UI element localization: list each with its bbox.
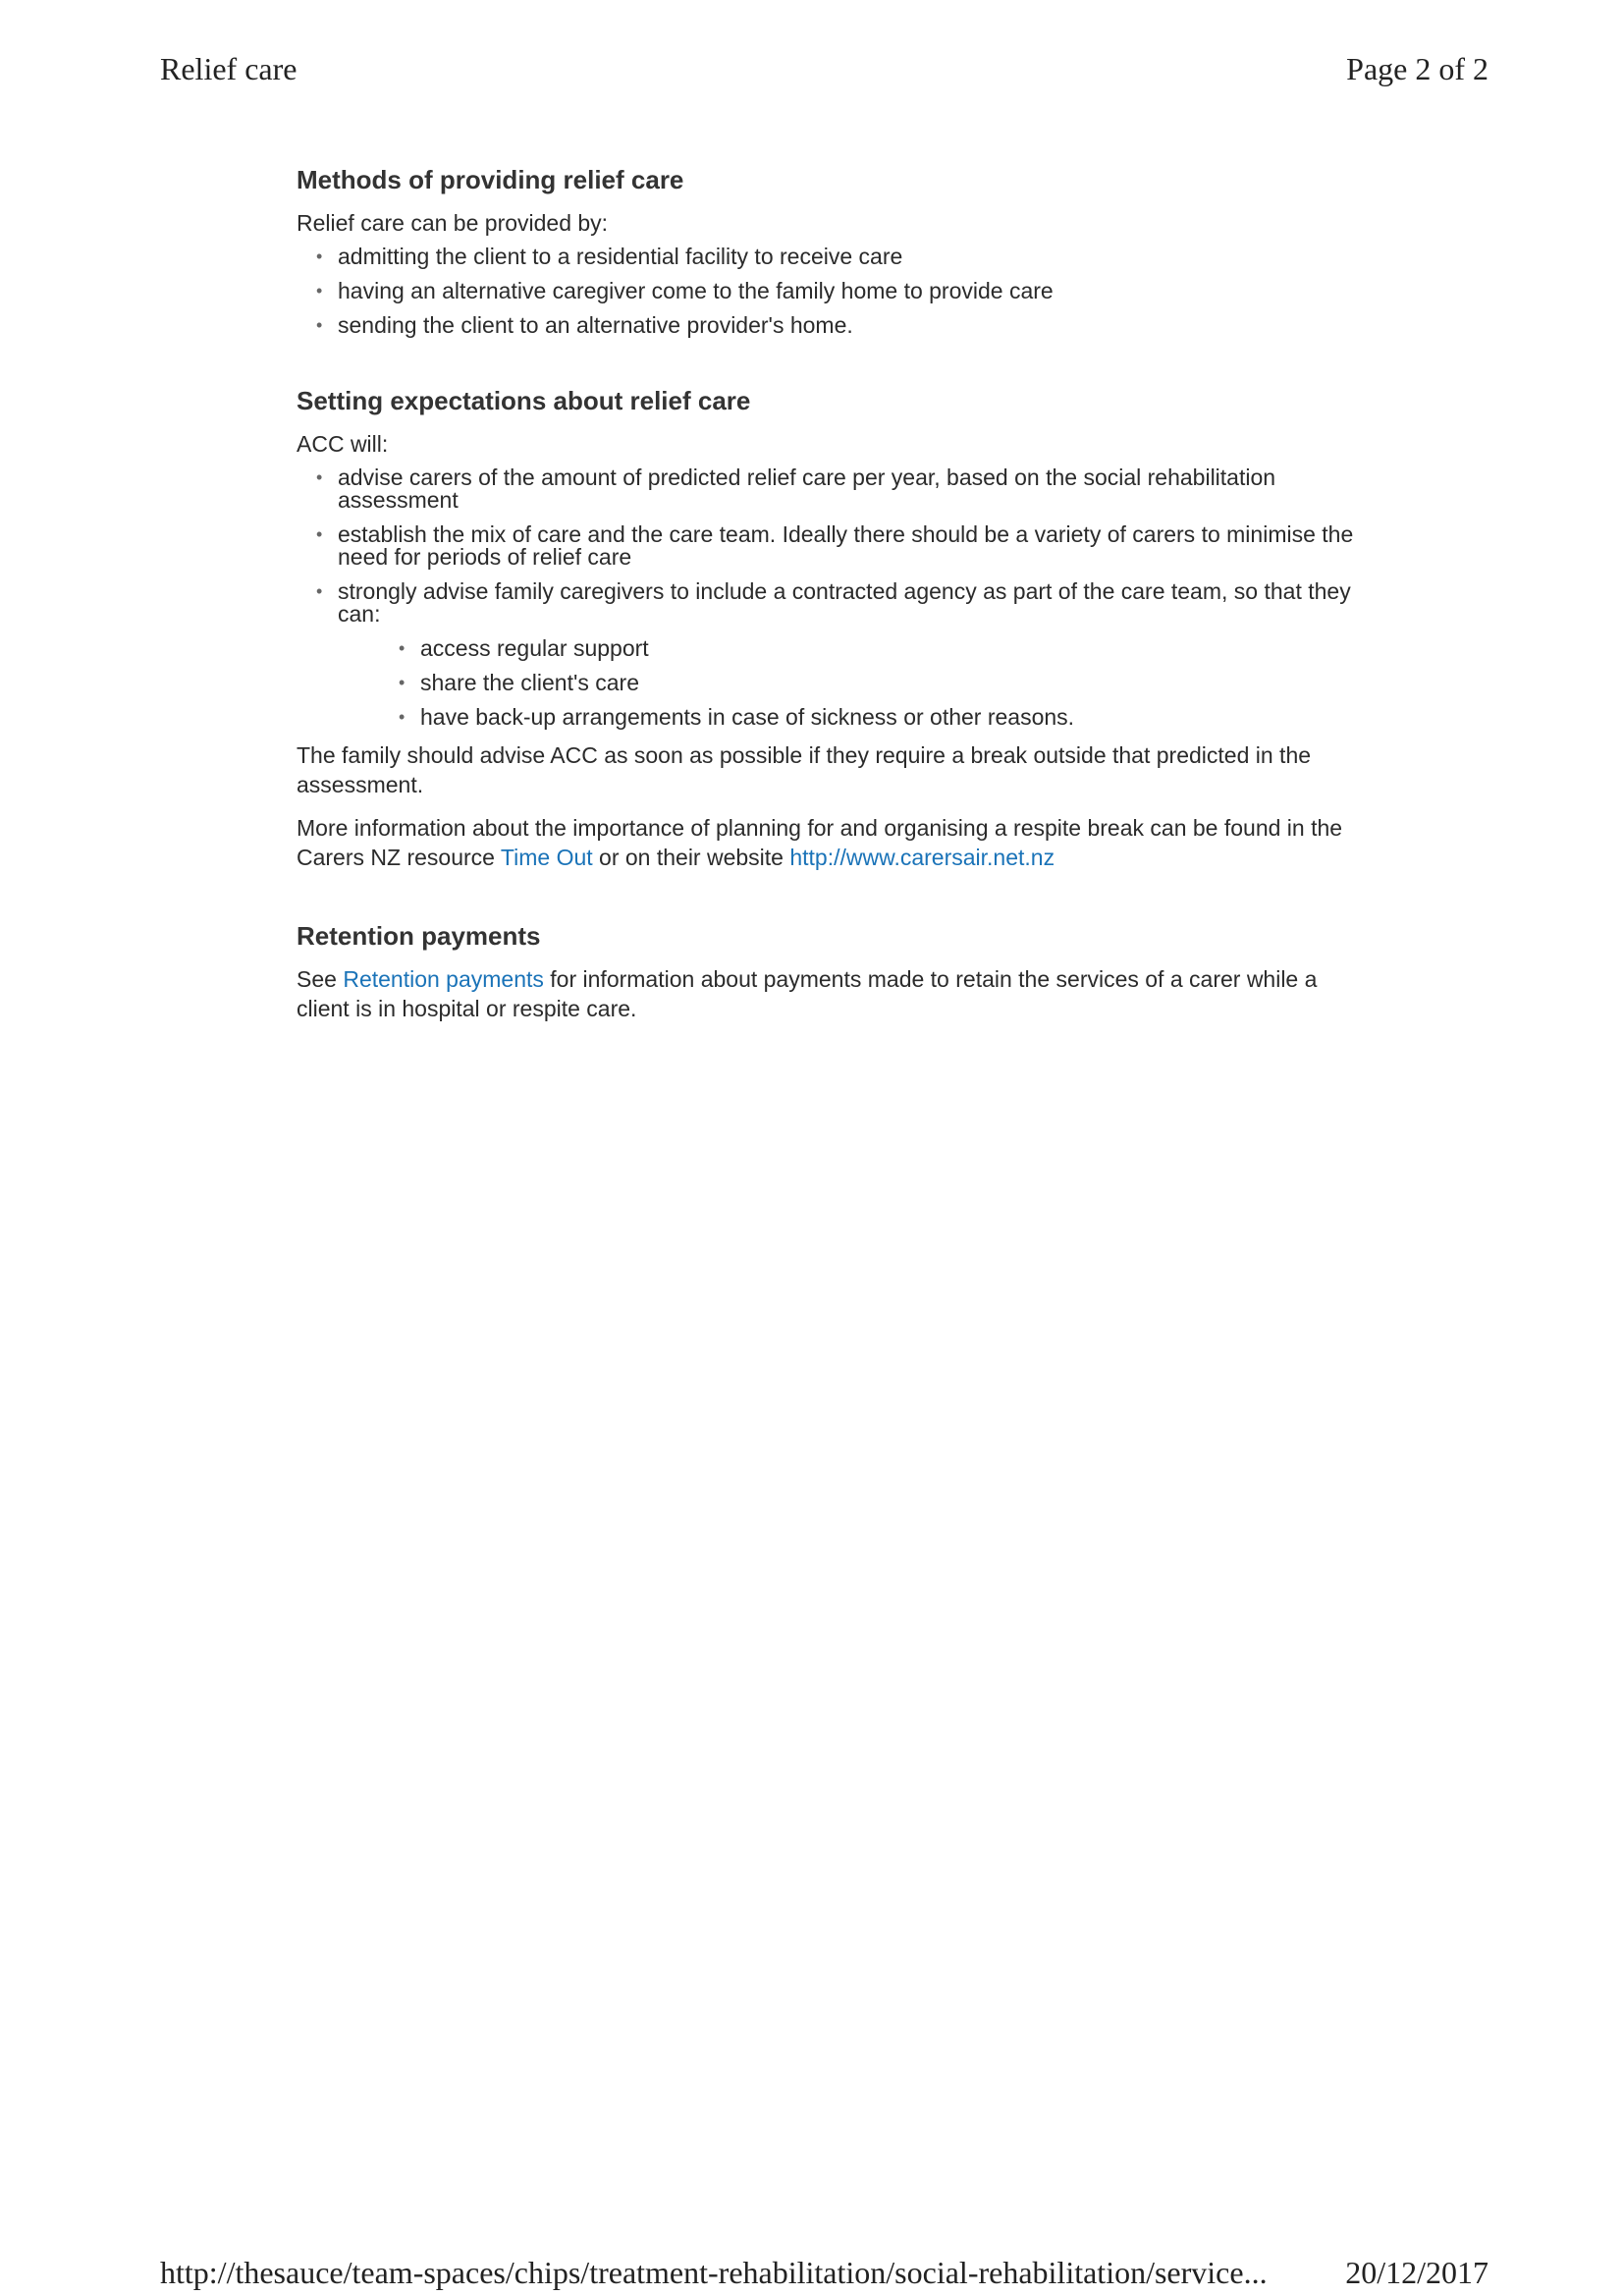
carers-website-link[interactable]: http://www.carersair.net.nz [789, 845, 1055, 870]
list-item: • having an alternative caregiver come to the family home to provide care [297, 280, 1357, 302]
list-item: • sending the client to an alternative provider's home. [297, 314, 1357, 337]
section-methods [297, 163, 1357, 337]
list-item: • advise carers of the amount of predicted relief care per year, based on the social rehabilitation assessment [297, 466, 1357, 512]
sub-bullet-list [338, 637, 1357, 729]
document-body [297, 163, 1357, 1070]
list-item: • admitting the client to a residential facility to receive care [297, 246, 1357, 268]
section-intro: ACC will: [297, 431, 389, 457]
paragraph-more-info [297, 813, 1357, 872]
section-heading: Setting expectations about relief care [297, 386, 751, 415]
list-item-text: strongly advise family caregivers to include a contracted agency as part of the care team, so that they can: [338, 578, 1351, 627]
paragraph-text: or on their website [592, 845, 790, 870]
section-heading: Retention payments [297, 921, 541, 951]
section-intro: Relief care can be provided by: [297, 210, 609, 236]
paragraph-text: See [297, 966, 344, 992]
bullet-list [297, 466, 1357, 729]
footer-url: http://thesauce/team-spaces/chips/treatment-rehabilitation/social-rehabilitation/service... [160, 2255, 1268, 2290]
retention-payments-link[interactable]: Retention payments [343, 966, 544, 992]
paragraph-text: More information about the importance of planning for and organising a respite break can be found in the Carers NZ resource [297, 815, 1343, 870]
bullet-list [297, 246, 1357, 337]
sub-list-item: • access regular support [379, 637, 1357, 660]
time-out-link[interactable]: Time Out [500, 845, 593, 870]
sub-list-item: • have back-up arrangements in case of sickness or other reasons. [379, 706, 1357, 729]
footer-date: 20/12/2017 [1345, 2255, 1488, 2290]
section-expectations [297, 384, 1357, 872]
list-item-with-sublist [297, 580, 1357, 729]
list-item: • establish the mix of care and the care team. Ideally there should be a variety of carers to minimise the need for periods of relief care [297, 523, 1357, 569]
paragraph-advise: The family should advise ACC as soon as possible if they require a break outside that predicted in the assessment. [297, 742, 1312, 797]
sub-list-item: • share the client's care [379, 672, 1357, 694]
page-number: Page 2 of 2 [1346, 51, 1488, 86]
paragraph-text: for information about payments made to retain the services of a carer while a client is in hospital or respite care. [297, 966, 1318, 1021]
page-header-title: Relief care [160, 51, 298, 86]
paragraph-retention [297, 964, 1357, 1023]
section-retention [297, 919, 1357, 1023]
section-heading: Methods of providing relief care [297, 165, 684, 194]
